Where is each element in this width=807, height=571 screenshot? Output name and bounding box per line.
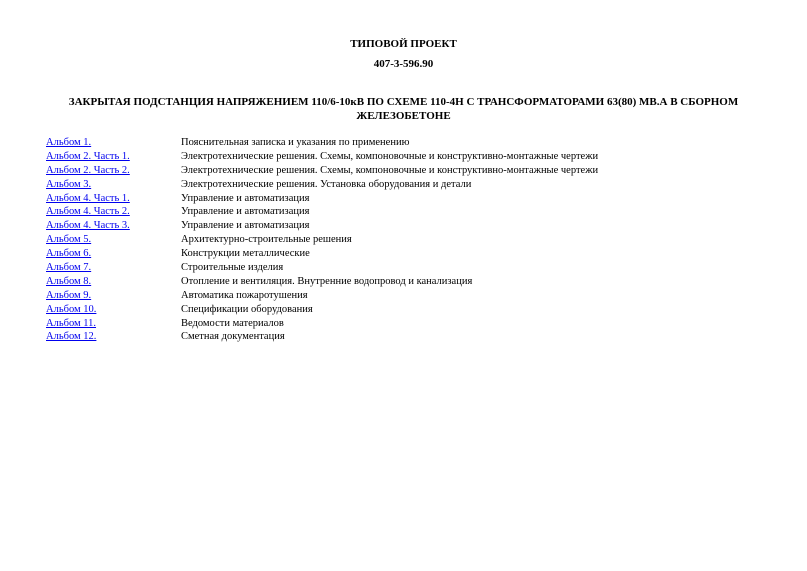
album-12-description: Сметная документация (181, 331, 285, 343)
album-2-part-1-description: Электротехнические решения. Схемы, компоновочные и конструктивно-монтажные чертежи (181, 150, 599, 162)
album-8-description: Отопление и вентиляция. Внутренние водопровод и канализация (181, 275, 473, 287)
album-row (46, 289, 766, 303)
album-6-link[interactable]: Альбом 6. (46, 248, 92, 260)
album-row (46, 275, 766, 289)
album-8-link[interactable]: Альбом 8. (46, 275, 92, 287)
album-row (46, 247, 766, 261)
album-1-link[interactable]: Альбом 1. (46, 137, 92, 148)
album-10-description: Спецификации оборудования (181, 303, 313, 315)
album-9-description: Автоматика пожаротушения (181, 289, 308, 301)
album-11-description: Ведомости материалов (181, 317, 284, 329)
album-4-part-3-description: Управление и автоматизация (181, 220, 310, 232)
album-3-link[interactable]: Альбом 3. (46, 178, 92, 190)
album-7-description: Строительные изделия (181, 262, 284, 274)
album-4-part-3-link[interactable]: Альбом 4. Часть 3. (46, 220, 130, 232)
album-row (46, 303, 766, 317)
album-row (46, 192, 766, 206)
album-row (46, 261, 766, 275)
album-row (46, 219, 766, 233)
album-4-part-1-link[interactable]: Альбом 4. Часть 1. (46, 192, 130, 204)
album-row (46, 178, 766, 192)
project-code-heading: 407-3-596.90 (373, 58, 434, 70)
album-10-link[interactable]: Альбом 10. (46, 303, 97, 315)
album-11-link[interactable]: Альбом 11. (46, 317, 97, 329)
album-5-link[interactable]: Альбом 5. (46, 234, 92, 246)
album-row (46, 317, 766, 331)
album-2-part-1-link[interactable]: Альбом 2. Часть 1. (46, 150, 130, 162)
project-title: ЗАКРЫТАЯ ПОДСТАНЦИЯ НАПРЯЖЕНИЕМ 110/6-10кВ ПО СХЕМЕ 110-4Н С ТРАНСФОРМАТОРАМИ 63(80) МВ.А В СБОРНОМ ЖЕЛЕЗОБЕТОНЕ (68, 96, 739, 122)
album-7-link[interactable]: Альбом 7. (46, 262, 92, 274)
album-2-part-2-description: Электротехнические решения. Схемы, компоновочные и конструктивно-монтажные чертежи (181, 164, 599, 176)
album-4-part-2-link[interactable]: Альбом 4. Часть 2. (46, 206, 130, 218)
album-6-description: Конструкции металлические (181, 248, 310, 260)
album-row (46, 136, 766, 150)
album-3-description: Электротехнические решения. Установка оборудования и детали (181, 178, 472, 190)
project-type-heading: ТИПОВОЙ ПРОЕКТ (350, 38, 457, 50)
album-row (46, 205, 766, 219)
album-2-part-2-link[interactable]: Альбом 2. Часть 2. (46, 164, 130, 176)
album-9-link[interactable]: Альбом 9. (46, 289, 92, 301)
album-4-part-2-description: Управление и автоматизация (181, 206, 310, 218)
album-list (46, 136, 766, 344)
album-row (46, 150, 766, 164)
album-row (46, 330, 766, 344)
album-row (46, 233, 766, 247)
album-1-description: Пояснительная записка и указания по применению (181, 137, 410, 148)
album-5-description: Архитектурно-строительные решения (181, 234, 352, 246)
album-row (46, 164, 766, 178)
album-12-link[interactable]: Альбом 12. (46, 331, 97, 343)
album-4-part-1-description: Управление и автоматизация (181, 192, 310, 204)
